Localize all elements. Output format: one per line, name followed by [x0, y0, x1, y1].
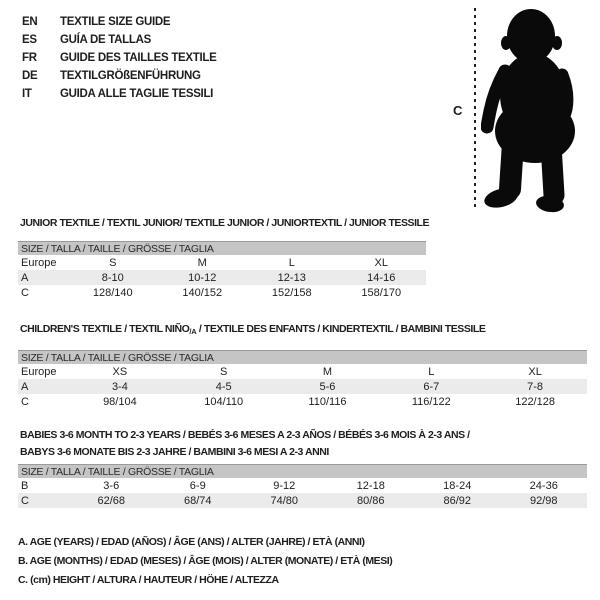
children-title-pre: CHILDREN'S TEXTILE / TEXTIL NIÑO [20, 323, 190, 335]
size-value-cell: 104/110 [204, 395, 244, 408]
lang-row-it [22, 85, 217, 103]
babies-size-table [18, 464, 587, 508]
babies-title-line1: BABIES 3-6 MONTH TO 2-3 YEARS / BEBÉS 3-6 MESES A 2-3 AÑOS / BÉBÉS 3-6 MOIS À 2-3 ANS / [20, 429, 470, 441]
size-value-cell: 74/80 [241, 493, 328, 508]
row-label-cell: C [18, 493, 68, 508]
table-row [18, 270, 426, 285]
lang-code: DE [22, 70, 38, 82]
size-value-cell: 4-5 [172, 379, 276, 394]
size-value-cell: 152/158 [271, 286, 312, 299]
size-value-cell: M [197, 256, 207, 269]
table-row [18, 478, 587, 493]
size-header-label: SIZE / TALLA / TAILLE / GRÖSSE / TAGLIA [18, 242, 426, 256]
size-value-cell: 24-36 [529, 479, 558, 492]
size-value-cell: 98/104 [103, 395, 137, 408]
size-value-cell: 80/86 [328, 493, 415, 508]
size-value-cell: 110/116 [308, 395, 347, 408]
lang-code: IT [22, 88, 32, 100]
size-value-cell: 158/170 [361, 286, 402, 299]
size-header-bar [18, 351, 587, 365]
junior-size-table [18, 241, 426, 300]
lang-title: TEXTILE SIZE GUIDE [60, 16, 171, 28]
children-size-table [18, 350, 587, 409]
lang-row-en [22, 13, 217, 31]
table-row [18, 285, 426, 300]
size-value-cell: 140/152 [182, 286, 223, 299]
size-value-cell: 12-13 [247, 270, 337, 285]
size-value-cell: 86/92 [414, 493, 501, 508]
size-value-cell: M [322, 365, 333, 378]
size-value-cell: 122/128 [515, 395, 555, 408]
children-title-post: / TEXTILE DES ENFANTS / KINDERTEXTIL / BAMBINI TESSILE [196, 323, 486, 335]
size-value-cell: L [288, 256, 295, 269]
size-value-cell: 12-18 [356, 479, 385, 492]
babies-table-title [20, 427, 470, 461]
size-value-cell: 10-12 [158, 270, 248, 285]
lang-title: GUIDE DES TAILLES TEXTILE [60, 52, 217, 64]
table-row [18, 379, 587, 394]
size-value-cell: 8-10 [68, 270, 158, 285]
language-header [22, 13, 217, 103]
size-value-cell: 6-7 [379, 379, 483, 394]
size-value-cell: 6-9 [189, 479, 206, 492]
size-value-cell: 62/68 [68, 493, 155, 508]
table-row [18, 255, 426, 270]
size-value-cell: 116/122 [411, 395, 451, 408]
lang-title: TEXTILGRÖßENFÜHRUNG [60, 70, 201, 82]
size-header-bar [18, 465, 587, 479]
lang-title: GUÍA DE TALLAS [60, 34, 151, 46]
row-label-cell: B [21, 479, 29, 492]
table-row [18, 364, 587, 379]
size-value-cell: 7-8 [483, 379, 587, 394]
size-value-cell: XL [528, 365, 542, 378]
lang-row-es [22, 31, 217, 49]
size-value-cell: 68/74 [155, 493, 242, 508]
junior-table-title: JUNIOR TEXTILE / TEXTIL JUNIOR/ TEXTILE JUNIOR / JUNIORTEXTIL / JUNIOR TESSILE [20, 217, 430, 229]
size-value-cell: L [428, 365, 435, 378]
row-label-cell: C [21, 395, 29, 408]
note-age-months: B. AGE (MONTHS) / EDAD (MESES) / ÂGE (MOIS) / ALTER (MONATE) / ETÀ (MESI) [18, 555, 393, 567]
children-title-subscript: /A [189, 327, 197, 336]
size-value-cell: S [109, 256, 117, 269]
size-value-cell: 9-12 [273, 479, 296, 492]
size-value-cell: 128/140 [92, 286, 133, 299]
lang-row-de [22, 67, 217, 85]
size-value-cell: XS [112, 365, 128, 378]
size-header-bar [18, 242, 426, 256]
note-age-years: A. AGE (YEARS) / EDAD (AÑOS) / ÂGE (ANS) / ALTER (JAHRE) / ETÀ (ANNI) [18, 536, 365, 548]
size-value-cell: 92/98 [501, 493, 588, 508]
toddler-silhouette-image [481, 5, 581, 213]
row-label-cell: C [21, 286, 29, 299]
lang-code: FR [22, 52, 37, 64]
row-label-cell: A [18, 270, 68, 285]
size-value-cell: 3-4 [68, 379, 172, 394]
size-value-cell: 18-24 [443, 479, 472, 492]
table-row [18, 394, 587, 409]
height-reference-dotted-line [474, 8, 476, 210]
row-label-cell: A [18, 379, 68, 394]
note-height-cm: C. (cm) HEIGHT / ALTURA / HAUTEUR / HÖHE / ALTEZZA [18, 574, 279, 586]
babies-title-line2: BABYS 3-6 MONATE BIS 2-3 JAHRE / BAMBINI 3-6 MESI A 2-3 ANNI [20, 446, 329, 458]
lang-title: GUIDA ALLE TAGLIE TESSILI [60, 88, 214, 100]
size-header-label: SIZE / TALLA / TAILLE / GRÖSSE / TAGLIA [18, 465, 587, 479]
size-value-cell: XL [374, 256, 388, 269]
row-label-cell: Europe [21, 256, 57, 269]
size-value-cell: 14-16 [337, 270, 427, 285]
size-value-cell: S [220, 365, 228, 378]
lang-code: EN [22, 16, 38, 28]
children-table-title [20, 323, 485, 336]
size-value-cell: 5-6 [276, 379, 380, 394]
footnotes [18, 533, 392, 590]
size-value-cell: 3-6 [103, 479, 120, 492]
height-label-c: C [453, 103, 463, 118]
size-header-label: SIZE / TALLA / TAILLE / GRÖSSE / TAGLIA [18, 351, 587, 365]
table-row [18, 493, 587, 508]
lang-code: ES [22, 34, 37, 46]
lang-row-fr [22, 49, 217, 67]
row-label-cell: Europe [21, 365, 57, 378]
